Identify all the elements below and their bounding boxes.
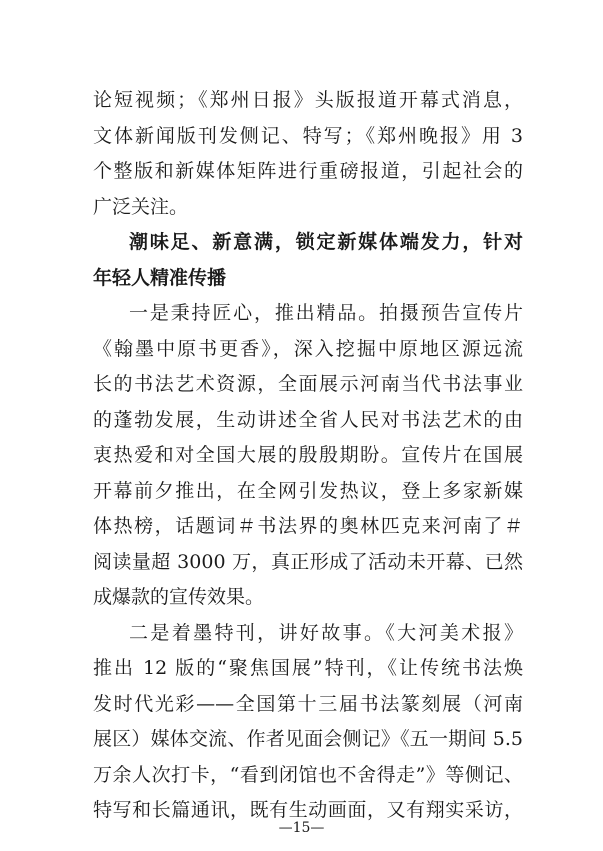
text-line: 文体新闻版刊发侧记、特写；《郑州晚报》用 3 <box>93 125 523 147</box>
section-heading-line: 潮味足、新意满，锁定新媒体端发力，针对 <box>129 231 523 253</box>
text-line: 个整版和新媒体矩阵进行重磅报道，引起社会的 <box>93 160 523 182</box>
text-line: 特写和长篇通讯，既有生动画面，又有翔实采访， <box>93 799 523 821</box>
text-line: 衷热爱和对全国大展的殷殷期盼。宣传片在国展 <box>93 444 523 466</box>
text-line: 发时代光彩——全国第十三届书法篆刻展（河南 <box>93 693 523 715</box>
text-line: 成爆款的宣传效果。 <box>93 586 265 608</box>
text-line: 《翰墨中原书更香》，深入挖掘中原地区源远流 <box>93 338 523 360</box>
text-line: 的蓬勃发展，生动讲述全省人民对书法艺术的由 <box>93 409 523 431</box>
text-line: 二是着墨特刊，讲好故事。《大河美术报》 <box>129 622 523 644</box>
text-line: 体热榜，话题词＃书法界的奥林匹克来河南了＃ <box>93 515 523 537</box>
section-heading-line: 年轻人精准传播 <box>93 267 227 289</box>
text-line: 推出 12 版的“聚焦国展”特刊，《让传统书法焕 <box>93 657 523 679</box>
text-line: 一是秉持匠心，推出精品。拍摄预告宣传片 <box>129 302 523 324</box>
text-line: 阅读量超 3000 万，真正形成了活动未开幕、已然 <box>93 551 523 573</box>
text-line: 论短视频；《郑州日报》头版报道开幕式消息， <box>93 89 523 111</box>
text-line: 长的书法艺术资源，全面展示河南当代书法事业 <box>93 373 523 395</box>
page-number: —15— <box>278 820 325 836</box>
text-line: 广泛关注。 <box>93 196 189 218</box>
text-line: 展区）媒体交流、作者见面会侧记》《五一期间 5.5 <box>93 728 523 750</box>
text-line: 开幕前夕推出，在全网引发热议，登上多家新媒 <box>93 480 523 502</box>
text-line: 万余人次打卡，“看到闭馆也不舍得走”》等侧记、 <box>93 764 523 786</box>
